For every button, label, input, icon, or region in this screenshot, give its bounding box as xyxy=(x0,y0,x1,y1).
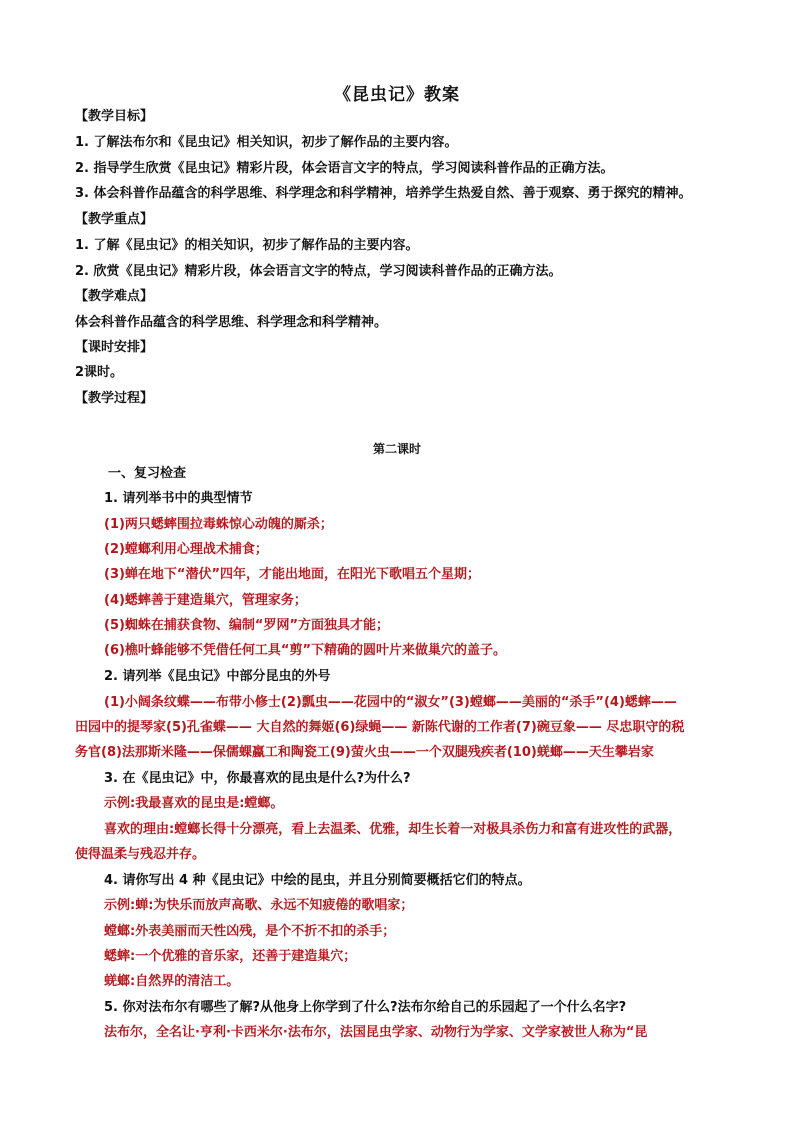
process-heading: 【教学过程】 xyxy=(75,391,154,406)
key-points-heading: 【教学重点】 xyxy=(75,212,154,227)
difficulties-heading: 【教学难点】 xyxy=(75,289,154,304)
lesson-title: 第二课时 xyxy=(372,442,421,456)
answer-line: 务官(8)法那斯米隆——保儒蜾蠃工和陶瓷工(9)萤火虫——一个双腿残疾者(10)蜣螂——天生攀岩家 xyxy=(75,745,654,760)
objective-item: 1. 了解法布尔和《昆虫记》相关知识，初步了解作品的主要内容。 xyxy=(75,135,458,150)
answer-line: (3)蝉在地下“潜伏”四年，才能出地面，在阳光下歌唱五个星期； xyxy=(104,567,481,582)
schedule-heading: 【课时安排】 xyxy=(75,340,154,355)
page-title: 《昆虫记》教案 xyxy=(334,85,460,105)
answer-line: 螳螂:外表美丽而天性凶残，是个不折不扣的杀手； xyxy=(104,924,396,939)
section-heading: 一、复习检查 xyxy=(108,466,187,481)
objective-item: 3. 体会科普作品蕴含的科学思维、科学理念和科学精神，培养学生热爱自然、善于观察、勇于探究的精神。 xyxy=(75,186,692,201)
answer-line: 田园中的提琴家(5)孔雀蝶—— 大自然的舞姬(6)绿蝇—— 新陈代谢的工作者(7)碗豆象—— 尽忠职守的税 xyxy=(75,720,685,735)
question-3: 3. 在《昆虫记》中，你最喜欢的昆虫是什么?为什么? xyxy=(104,771,411,786)
answer-line: (4)蟋蟀善于建造巢穴，管理家务； xyxy=(104,593,307,608)
question-4: 4. 请你写出 4 种《昆虫记》中绘的昆虫，并且分别简要概括它们的特点。 xyxy=(104,873,531,888)
answer-line: 喜欢的理由:螳螂长得十分漂亮，看上去温柔、优雅，却生长着一对极具杀伤力和富有进攻性的武器， xyxy=(104,822,682,837)
answer-line: 蜣螂:自然界的清洁工。 xyxy=(104,974,240,989)
difficulty-item: 体会科普作品蕴含的科学思维、科学理念和科学精神。 xyxy=(75,315,388,330)
key-point-item: 1. 了解《昆虫记》的相关知识，初步了解作品的主要内容。 xyxy=(75,238,419,253)
objective-item: 2. 指导学生欣赏《昆虫记》精彩片段，体会语言文字的特点，学习阅读科普作品的正确方法。 xyxy=(75,161,614,176)
answer-line: 法布尔，全名让·亨利·卡西米尔·法布尔，法国昆虫学家、动物行为学家、文学家被世人称为“昆 xyxy=(104,1025,648,1040)
key-point-item: 2. 欣赏《昆虫记》精彩片段，体会语言文字的特点，学习阅读科普作品的正确方法。 xyxy=(75,264,562,279)
objectives-heading: 【教学目标】 xyxy=(75,109,154,124)
answer-line: 使得温柔与残忍并存。 xyxy=(75,847,206,862)
question-1: 1. 请列举书中的典型情节 xyxy=(104,491,253,506)
answer-line: (5)蜘蛛在捕获食物、编制“罗网”方面独具才能； xyxy=(104,618,390,633)
answer-line: 示例:我最喜欢的昆虫是:螳螂。 xyxy=(104,796,284,811)
question-5: 5. 你对法布尔有哪些了解?从他身上你学到了什么?法布尔给自己的乐园起了一个什么名字? xyxy=(104,1000,627,1015)
answer-line: 蟋蟀:一个优雅的音乐家，还善于建造巢穴； xyxy=(104,949,357,964)
answer-line: (6)樵叶蜂能够不凭借任何工具“剪”下精确的圆叶片来做巢穴的盖子。 xyxy=(104,643,507,658)
answer-line: (1)小阔条纹蝶——布带小修士(2)瓢虫——花园中的“淑女”(3)螳螂——美丽的“杀手”(4)蟋蟀—— xyxy=(104,695,677,710)
answer-line: (1)两只蟋蟀围拉毒蛛惊心动魄的厮杀； xyxy=(104,517,333,532)
question-2: 2. 请列举《昆虫记》中部分昆虫的外号 xyxy=(104,669,331,684)
answer-line: (2)螳螂利用心理战术捕食； xyxy=(104,542,268,557)
schedule-item: 2课时。 xyxy=(75,365,124,380)
answer-line: 示例:蝉:为快乐而放声高歌、永远不知疲倦的歌唱家； xyxy=(104,898,414,913)
